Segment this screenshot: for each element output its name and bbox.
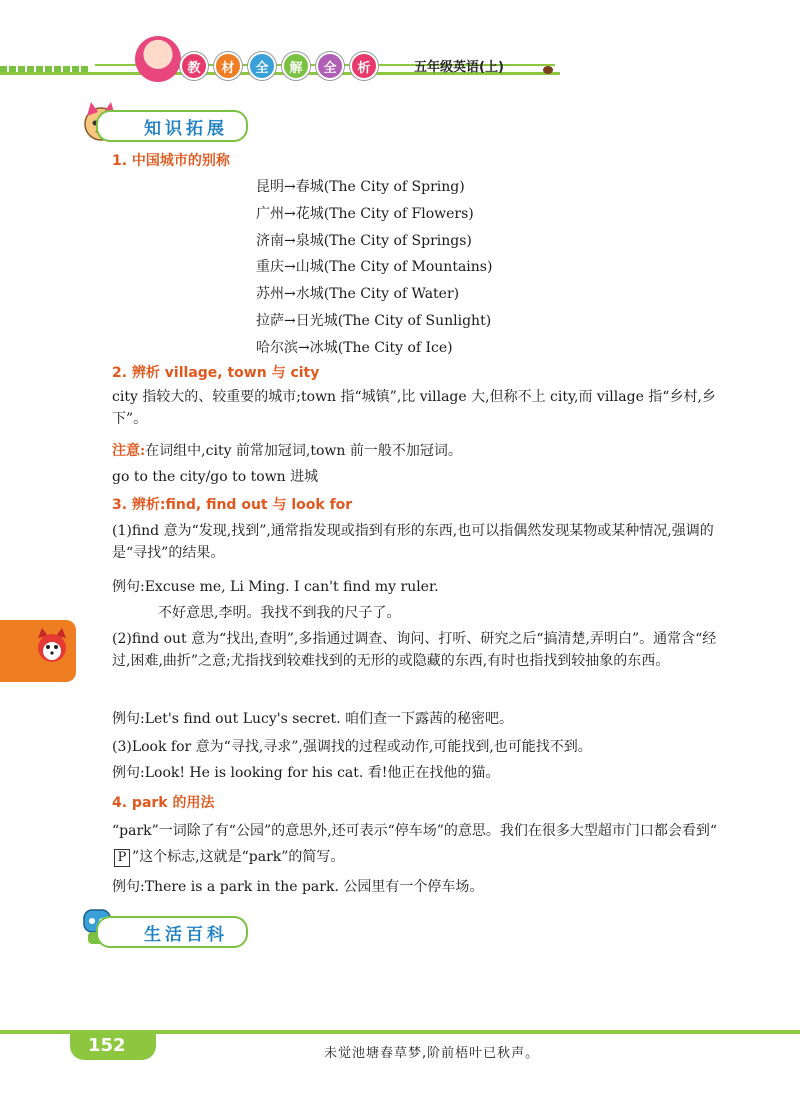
series-title (180, 52, 378, 80)
series-title-char: 析 (350, 52, 378, 80)
paragraph: (2)find out 意为“找出,查明”,多指通过调查、询问、打听、研究之后“搞清楚,弄明白”。通常含“经过,困难,曲折”之意;尤指找到较难找到的无形的或隐藏的东西,有时也指找到较抽象的东西。 (112, 631, 717, 669)
series-title-char: 解 (282, 52, 310, 80)
note-text: 在词组中,city 前常加冠词,town 前一般不加冠词。 (145, 443, 462, 459)
section-heading-knowledge (96, 110, 248, 142)
item-heading: 3. 辨析:find, find out 与 look for (112, 497, 353, 513)
header-mascot-girl (135, 36, 181, 82)
example: 例句:Let's find out Lucy's secret. 咱们查一下露茜的秘密吧。 (112, 711, 514, 727)
example-translation: 不好意思,李明。我找不到我的尺子了。 (158, 605, 401, 621)
item-heading: 1. 中国城市的别称 (112, 153, 230, 169)
example: 例句:Excuse me, Li Ming. I can't find my ruler. (112, 579, 439, 595)
list-item: 拉萨→日光城(The City of Sunlight) (256, 312, 492, 329)
list-item: 济南→泉城(The City of Springs) (256, 232, 472, 249)
leaf-icon (540, 64, 554, 76)
note (112, 440, 724, 462)
parking-sign-icon: P (114, 849, 130, 867)
item-heading: 2. 辨析 village, town 与 city (112, 365, 320, 381)
list-item: 苏州→水城(The City of Water) (256, 286, 460, 303)
paragraph: (1)find 意为“发现,找到”,通常指发现或指到有形的东西,也可以指偶然发现某物或某种情况,强调的是“寻找”的结果。 (112, 523, 714, 561)
paragraph: city 指较大的、较重要的城市;town 指“城镇”,比 village 大,但称不上 city,而 village 指“乡村,乡下”。 (112, 389, 716, 427)
city-nickname-list (256, 174, 492, 362)
series-title-char: 全 (316, 52, 344, 80)
series-title-char: 材 (214, 52, 242, 80)
fox-face-icon (34, 626, 70, 666)
series-title-char: 教 (180, 52, 208, 80)
section-heading-label: 生活百科 (144, 924, 228, 945)
example: 例句:There is a park in the park. 公园里有一个停车场。 (112, 879, 484, 895)
item-heading: 4. park 的用法 (112, 795, 215, 811)
paragraph (112, 818, 724, 870)
paragraph-part: ”这个标志,这就是“park”的简写。 (132, 849, 345, 865)
list-item: 昆明→春城(The City of Spring) (256, 179, 465, 195)
paragraph: (3)Look for 意为“寻找,寻求”,强调找的过程或动作,可能找到,也可能找不到。 (112, 739, 592, 755)
footer-quote: 未觉池塘春草梦,阶前梧叶已秋声。 (324, 1046, 540, 1061)
example: 例句:Look! He is looking for his cat. 看!他正在找他的猫。 (112, 765, 500, 781)
list-item: 广州→花城(The City of Flowers) (256, 205, 474, 222)
list-item: 哈尔滨→冰城(The City of Ice) (256, 339, 453, 356)
series-title-char: 全 (248, 52, 276, 80)
note-label: 注意: (112, 443, 146, 459)
book-title: 五年级英语(上) (414, 60, 504, 75)
list-item: 重庆→山城(The City of Mountains) (256, 259, 493, 276)
paragraph-part: “park”一词除了有“公园”的意思外,还可表示“停车场”的意思。我们在很多大型超市门口都会看到“ (112, 823, 718, 839)
example: go to the city/go to town 进城 (112, 469, 319, 485)
section-heading-life (96, 916, 248, 948)
page-number: 152 (88, 1035, 126, 1056)
section-heading-label: 知识拓展 (144, 118, 228, 139)
